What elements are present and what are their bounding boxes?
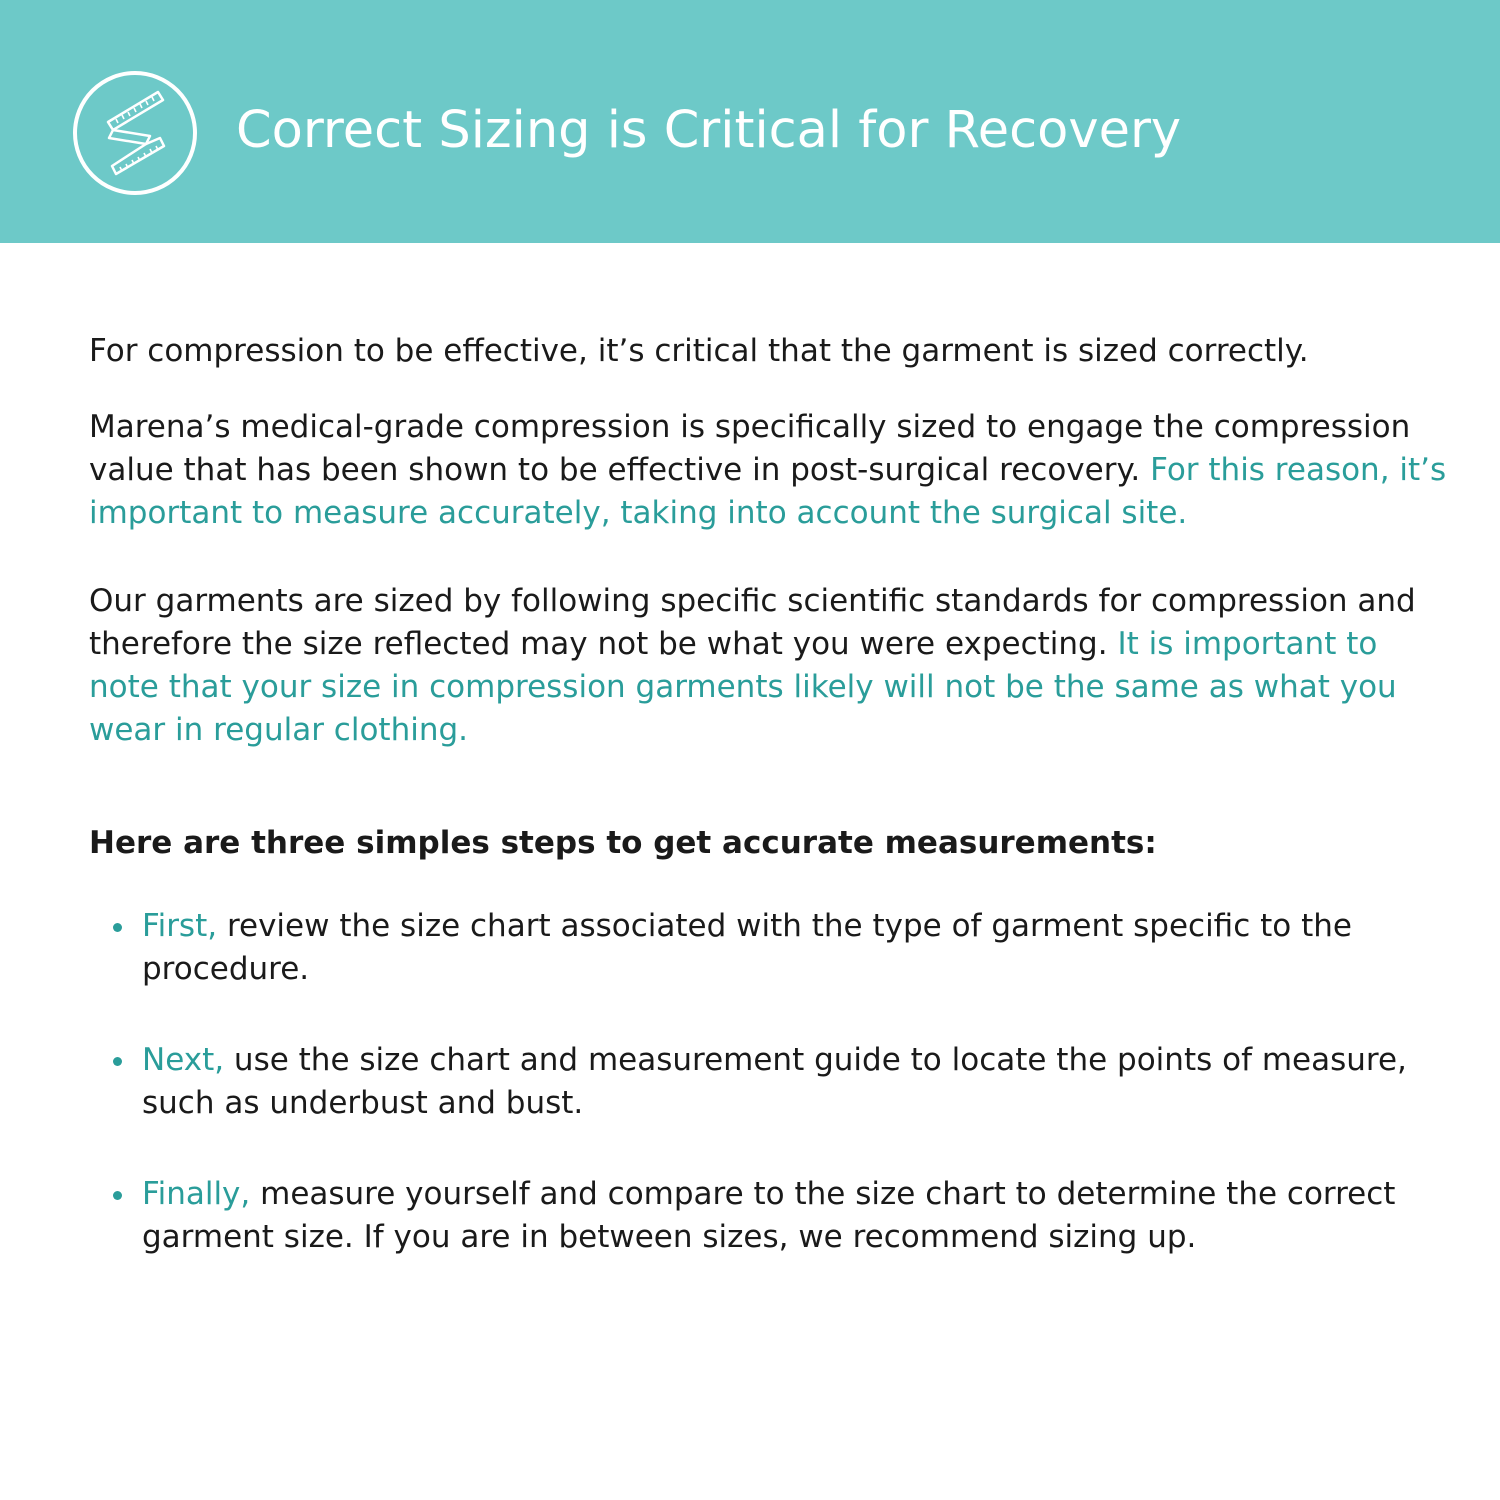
paragraph-highlight: For this reason, it’s important to measure accurately, taking into account the surgical site.: [89, 452, 1447, 531]
paragraph-text: Marena’s medical-grade compression is specifically sized to engage the compression value that has been shown to be effective in post-surgical recovery.: [89, 409, 1411, 488]
step-text: review the size chart associated with the type of garment specific to the procedure.: [142, 908, 1352, 987]
paragraph-highlight: It is important to note that your size in compression garments likely will not be the same as what you wear in regular clothing.: [89, 626, 1397, 748]
page-title: Correct Sizing is Critical for Recovery: [236, 101, 1182, 160]
bullet-icon: [113, 1057, 122, 1066]
step-text: use the size chart and measurement guide to locate the points of measure, such as underbust and bust.: [142, 1042, 1407, 1121]
intro-paragraph: [89, 330, 1449, 373]
sizing-paragraph: [89, 406, 1449, 535]
step-lead: Next,: [142, 1042, 225, 1078]
steps-heading: Here are three simples steps to get accurate measurements:: [89, 825, 1157, 861]
main-content: [89, 330, 1449, 1307]
bullet-icon: [113, 1191, 122, 1200]
step-text: measure yourself and compare to the size chart to determine the correct garment size. If you are in between sizes, we recommend sizing up.: [142, 1176, 1396, 1255]
step-lead: First,: [142, 908, 218, 944]
steps-list: [89, 905, 1449, 1259]
bullet-icon: [113, 923, 122, 932]
measuring-tape-icon: [72, 70, 198, 196]
step-lead: Finally,: [142, 1176, 251, 1212]
list-item: [89, 905, 1449, 991]
list-item: [89, 1173, 1449, 1259]
paragraph-text: For compression to be effective, it’s critical that the garment is sized correctly.: [89, 333, 1309, 369]
paragraph-text: Our garments are sized by following specific scientific standards for compression and therefore the size reflected may not be what you were expecting.: [89, 583, 1416, 662]
standards-paragraph: [89, 580, 1449, 752]
list-item: [89, 1039, 1449, 1125]
header-banner: [0, 0, 1500, 243]
